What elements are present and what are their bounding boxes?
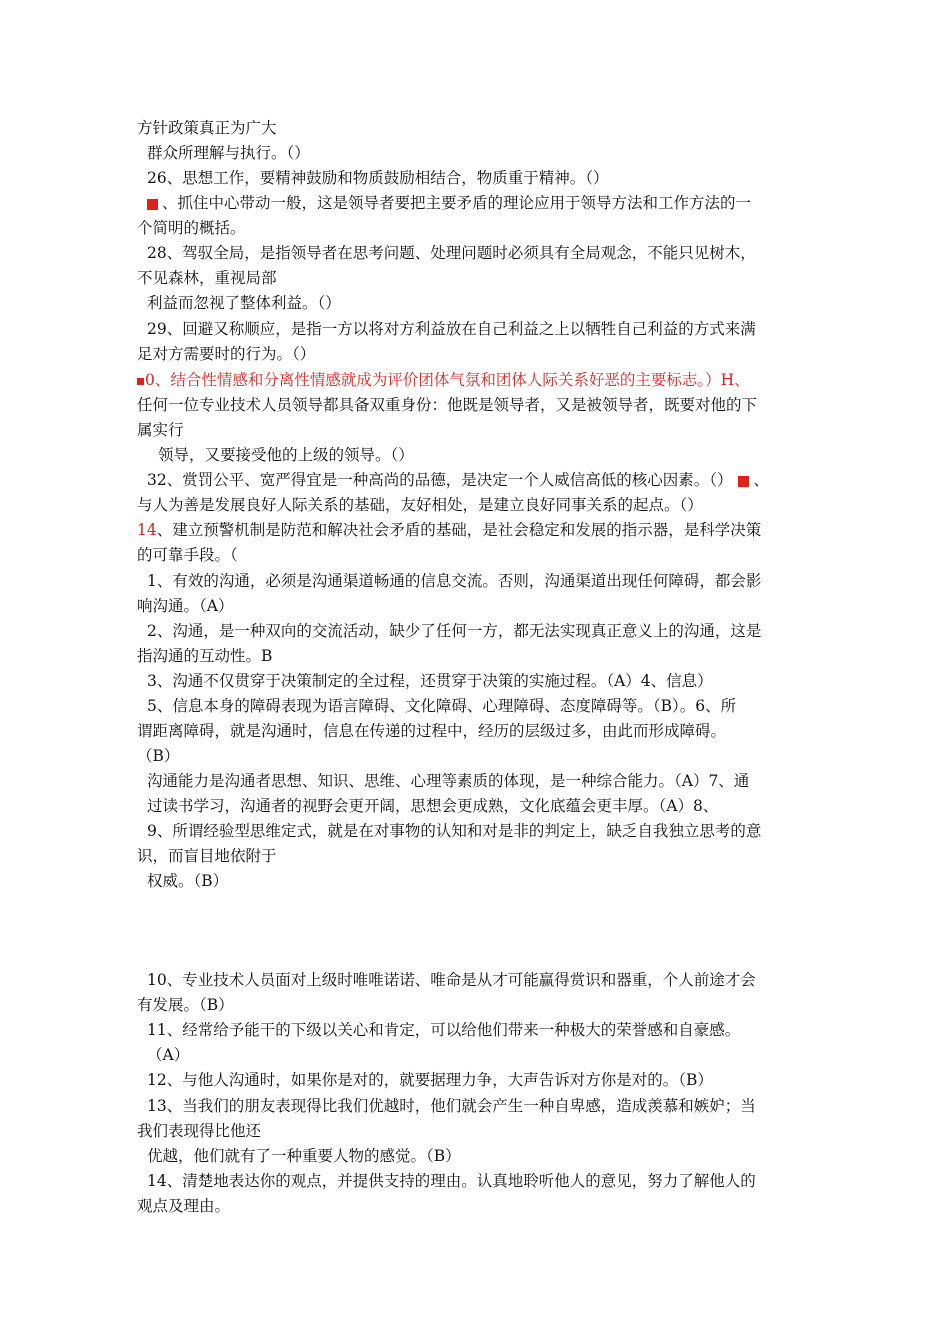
text-line: 10、专业技术人员面对上级时唯唯诺诺、唯命是从才可能赢得赏识和器重，个人前途才会: [147, 971, 756, 989]
red-square-marker: [738, 476, 749, 487]
red-square-marker: [137, 378, 144, 385]
text-line: [147, 469, 837, 493]
text-line: 我们表现得比他还: [137, 1122, 262, 1140]
text-line: 26、思想工作，要精神鼓励和物质鼓励相结合，物质重于精神。（）: [147, 169, 609, 187]
text-line: 的可靠手段。（: [137, 546, 238, 564]
text-segment: 、建立预警机制是防范和解决社会矛盾的基础，是社会稳定和发展的指示器，是科学决策: [156, 521, 762, 539]
text-line: 14、清楚地表达你的观点，并提供支持的理由。认真地聆听他人的意见，努力了解他人的: [147, 1172, 756, 1190]
text-segment-red: 14: [137, 521, 157, 539]
text-line: 5、信息本身的障碍表现为语言障碍、文化障碍、心理障碍、态度障碍等。（B）。6、所: [147, 697, 737, 715]
text-line: 9、所谓经验型思维定式，就是在对事物的认知和对是非的判定上，缺乏自我独立思考的意: [147, 822, 762, 840]
text-line: 个简明的概括。: [137, 219, 246, 237]
text-line: 13、当我们的朋友表现得比我们优越时，他们就会产生一种自卑感，造成羡慕和嫉妒；当: [147, 1097, 756, 1115]
text-line: 指沟通的互动性。B: [137, 647, 273, 665]
text-line: 权威。（B）: [147, 872, 229, 890]
text-line: 任何一位专业技术人员领导都具备双重身份：他既是领导者，又是被领导者，既要对他的下: [137, 396, 758, 414]
text-line: 属实行: [137, 421, 184, 439]
text-segment-red: 0、结合性情感和分离性情感就成为评价团体气氛和团体人际关系好恶的主要标志。）: [145, 371, 721, 389]
text-line: 谓距离障碍，就是沟通时，信息在传递的过程中，经历的层级过多，由此而形成障碍。: [137, 722, 727, 740]
text-line: 3、沟通不仅贯穿于决策制定的全过程，还贯穿于决策的实施过程。（A）4、信息）: [147, 672, 713, 690]
text-line: 1、有效的沟通，必须是沟通渠道畅通的信息交流。否则，沟通渠道出现任何障碍，都会影: [147, 572, 762, 590]
text-line: 不见森林，重视局部: [137, 269, 277, 287]
text-segment: 、: [753, 471, 769, 489]
text-line: [137, 519, 827, 543]
text-line: （B）: [137, 747, 180, 765]
text-line: 领导，又要接受他的上级的领导。（）: [158, 446, 414, 464]
text-segment-red: H、: [720, 371, 750, 389]
red-square-marker: [147, 199, 158, 210]
text-line: [147, 192, 837, 216]
text-line: [137, 369, 827, 393]
text-line: 与人为善是发展良好人际关系的基础，友好相处，是建立良好同事关系的起点。（）: [137, 496, 703, 514]
text-line: 利益而忽视了整体利益。（）: [147, 294, 341, 312]
text-line: 响沟通。（A）: [137, 597, 234, 615]
text-line: 2、沟通，是一种双向的交流活动，缺少了任何一方，都无法实现真正意义上的沟通，这是: [147, 622, 762, 640]
text-line: 群众所理解与执行。（）: [147, 144, 310, 162]
text-line: 识，而盲目地依附于: [137, 847, 277, 865]
text-line: 过读书学习，沟通者的视野会更开阔，思想会更成熟，文化底蕴会更丰厚。（A）8、: [147, 797, 719, 815]
text-line: 沟通能力是沟通者思想、知识、思维、心理等素质的体现，是一种综合能力。（A）7、通: [147, 772, 750, 790]
text-line: 29、回避又称顺应，是指一方以将对方利益放在自己利益之上以牺牲自己利益的方式来满: [147, 320, 756, 338]
text-segment: 、抓住中心带动一般，这是领导者要把主要矛盾的理论应用于领导方法和工作方法的一: [162, 194, 752, 212]
text-line: 优越，他们就有了一种重要人物的感觉。（B）: [147, 1147, 461, 1165]
text-line: 11、经常给予能干的下级以关心和肯定，可以给他们带来一种极大的荣誉感和自豪感。: [147, 1021, 741, 1039]
text-line: 有发展。（B）: [137, 996, 234, 1014]
text-line: 足对方需要时的行为。（）: [137, 345, 316, 363]
text-segment: 32、赏罚公平、宽严得宜是一种高尚的品德，是决定一个人威信高低的核心因素。（）: [147, 471, 733, 489]
text-line: （A）: [147, 1046, 190, 1064]
text-line: 12、与他人沟通时，如果你是对的，就要据理力争，大声告诉对方你是对的。（B）: [147, 1071, 713, 1089]
text-line: 观点及理由。: [137, 1197, 231, 1215]
text-line: 方针政策真正为广大: [137, 119, 277, 137]
text-line: 28、驾驭全局，是指领导者在思考问题、处理问题时必须具有全局观念，不能只见树木，: [147, 244, 756, 262]
